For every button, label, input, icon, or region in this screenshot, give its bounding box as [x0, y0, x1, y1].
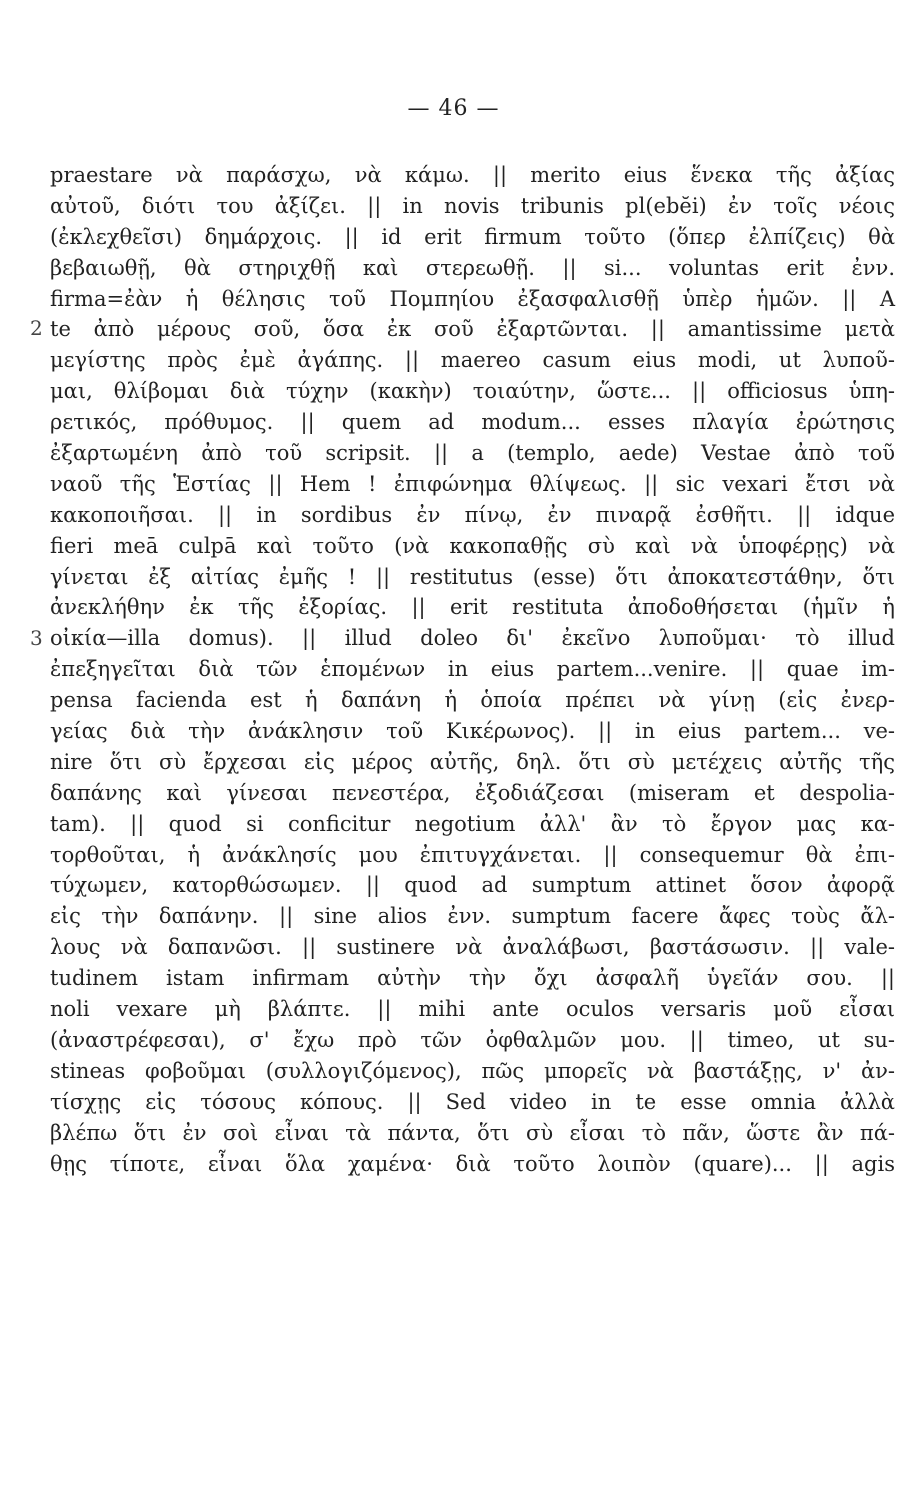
text-line: δαπάνης καὶ γίνεσαι πενεστέρα, ἐξοδιάζεσαι (miseram et despolia- [50, 780, 895, 805]
margin-line-number: 3 [30, 626, 43, 650]
text-line: τορθοῦται, ἡ ἀνάκλησίς μου ἐπιτυγχάνεται. || consequemur θὰ ἐπι- [50, 842, 895, 867]
text-line: ἐπεξηγεῖται διὰ τῶν ἑπομένων in eius partem...venire. || quae im- [50, 657, 895, 682]
text-line: te ἀπὸ μέρους σοῦ, ὅσα ἐκ σοῦ ἐξαρτῶνται. || amantissime μετὰ [50, 317, 895, 342]
text-line: εἰς τὴν δαπάνην. || sine alios ἐνν. sumptum facere ἄφες τοὺς ἄλ- [50, 904, 895, 929]
text-line: pensa facienda est ἡ δαπάνη ἡ ὁποία πρέπει νὰ γίνῃ (εἰς ἐνερ- [50, 688, 895, 713]
text-line: γείας διὰ τὴν ἀνάκλησιν τοῦ Κικέρωνος). || in eius partem... ve- [50, 719, 895, 744]
text-line: τίσχῃς εἰς τόσους κόπους. || Sed video in te esse omnia ἀλλὰ [50, 1089, 895, 1114]
text-line: tudinem istam infirmam αὐτὴν τὴν ὄχι ἀσφαλῆ ὑγεῖάν σου. || [50, 966, 895, 991]
text-line: (ἀναστρέφεσαι), σ' ἔχω πρὸ τῶν ὀφθαλμῶν μου. || timeo, ut su- [50, 1027, 895, 1052]
text-line: ἀνεκλήθην ἐκ τῆς ἐξορίας. || erit restituta ἀποδοθήσεται (ἡμῖν ἡ [50, 595, 895, 620]
text-line: βεβαιωθῇ, θὰ στηριχθῇ καὶ στερεωθῇ. || si... voluntas erit ἐνν. [50, 255, 895, 280]
text-line: βλέπω ὅτι ἐν σοὶ εἶναι τὰ πάντα, ὅτι σὺ εἶσαι τὸ πᾶν, ὥστε ἂν πά- [50, 1120, 895, 1145]
text-line: firma=ἐὰν ἡ θέλησις τοῦ Πομπηίου ἐξασφαλισθῇ ὑπὲρ ἡμῶν. || A [50, 286, 895, 311]
text-line: μαι, θλίβομαι διὰ τύχην (κακὴν) τοιαύτην, ὥστε... || officiosus ὑπη- [50, 379, 895, 404]
text-line: κακοποιῆσαι. || in sordibus ἐν πίνῳ, ἐν πιναρᾷ ἐσθῆτι. || idque [50, 502, 895, 527]
text-line: θῃς τίποτε, εἶναι ὅλα χαμένα· διὰ τοῦτο λοιπὸν (quare)... || agis [50, 1151, 895, 1176]
text-line: ἐξαρτωμένη ἀπὸ τοῦ scripsit. || a (templo, aede) Vestae ἀπὸ τοῦ [50, 441, 895, 466]
text-line: tam). || quod si conficitur negotium ἀλλ' ἂν τὸ ἔργον μας κα- [50, 811, 895, 836]
text-line: stineas φοβοῦμαι (συλλογιζόμενος), πῶς μπορεῖς νὰ βαστάξῃς, ν' ἀν- [50, 1058, 895, 1083]
text-line: ναοῦ τῆς Ἑστίας || Hem ! ἐπιφώνημα θλίψεως. || sic vexari ἔτσι νὰ [50, 471, 895, 496]
text-line: (ἐκλεχθεῖσι) δημάρχοις. || id erit firmum τοῦτο (ὅπερ ἐλπίζεις) θὰ [50, 224, 895, 249]
text-body [50, 160, 895, 1179]
text-line: οἰκία—illa domus). || illud doleo δι' ἐκεῖνο λυποῦμαι· τὸ illud [50, 626, 895, 651]
text-line: praestare νὰ παράσχω, νὰ κάμω. || merito eius ἕνεκα τῆς ἀξίας [50, 163, 895, 187]
margin-line-number: 2 [30, 316, 43, 340]
text-line: μεγίστης πρὸς ἐμὲ ἀγάπης. || maereo casum eius modi, ut λυποῦ- [50, 348, 895, 373]
text-line: noli vexare μὴ βλάπτε. || mihi ante oculos versaris μοῦ εἶσαι [50, 997, 895, 1022]
text-line: ρετικός, πρόθυμος. || quem ad modum... esses πλαγία ἐρώτησις [50, 410, 895, 435]
page-number: — 46 — [407, 96, 500, 121]
text-line: αὐτοῦ, διότι του ἀξίζει. || in novis tribunis pl(ebĕi) ἐν τοῖς νέοις [50, 193, 895, 218]
text-line: τύχωμεν, κατορθώσωμεν. || quod ad sumptum attinet ὅσον ἀφορᾷ [50, 873, 895, 898]
text-line: γίνεται ἐξ αἰτίας ἐμῆς ! || restitutus (esse) ὅτι ἀποκατεστάθην, ὅτι [50, 564, 895, 589]
text-line: nire ὅτι σὺ ἔρχεσαι εἰς μέρος αὐτῆς, δηλ. ὅτι σὺ μετέχεις αὐτῆς τῆς [50, 749, 895, 774]
text-line: fieri meā culpā καὶ τοῦτο (νὰ κακοπαθῇς σὺ καὶ νὰ ὑποφέρῃς) νὰ [50, 533, 895, 558]
text-line: λους νὰ δαπανῶσι. || sustinere νὰ ἀναλάβωσι, βαστάσωσιν. || vale- [50, 935, 895, 960]
